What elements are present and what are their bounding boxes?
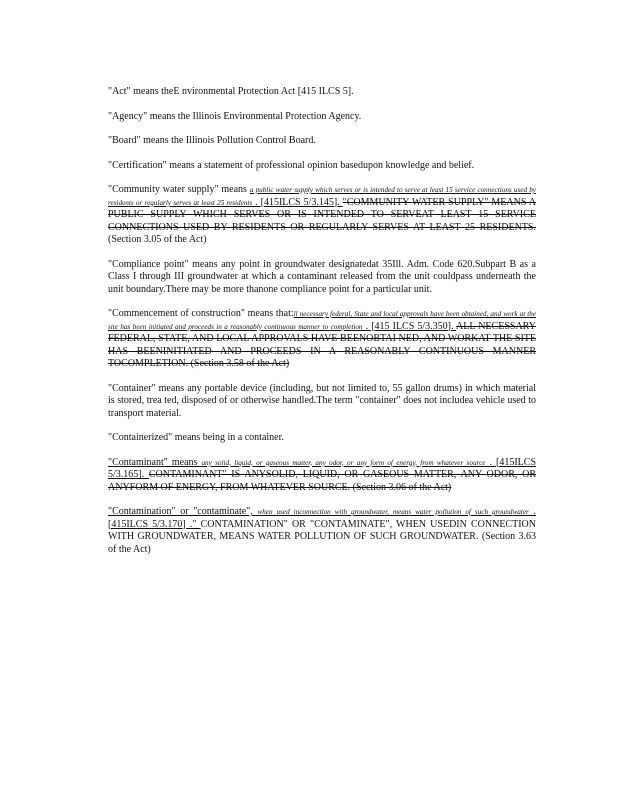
section-reference: (Section 3.05 of the Act) <box>108 234 207 245</box>
deleted-section-reference: (Section 3.06 of the Act) <box>350 481 452 493</box>
deleted-text: "COMMUNITY WATER SUPPLY" MEANS A PUBLIC SUPPLY WHICH SERVES OR IS INTENDED TO SERVEAT LEAST 15 SERVICE CONNECTIONS USED BY RESIDENTS OR REGULARLY SERVES AT LEAST 25 RESIDENTS. <box>108 196 537 233</box>
definition-term: "Contaminant" means <box>108 456 202 468</box>
definition-text: "Board" means the Illinois Pollution Control Board. <box>108 135 316 146</box>
definition-community-water-supply <box>108 184 536 247</box>
definition-term: "Community water supply" means <box>108 184 250 195</box>
definition-agency <box>108 111 536 124</box>
definition-commencement-of-construction <box>108 308 536 371</box>
deleted-text: ALL NECESSARY FEDERAL, STATE, AND LOCAL APPROVALS HAVE BEENOBTAI NED, AND WORKAT THE SITE HAS BEENINITIATED AND PROCEEDS IN A REASONABLY CONTINUOUS MANNER TOCOMPLETION. <box>108 320 536 369</box>
citation: . [415ILCS 5/3.170] ." <box>108 506 537 530</box>
definition-term: "Commencement of construction" means that: <box>108 308 294 319</box>
definition-text: CONTAMINATION" OR "CONTAMINATE", WHEN USEDIN CONNECTION WITH GROUNDWATER, MEANS WATER POLLUTION OF SUCH GROUNDWATER. (Section 3.63 of the Act) <box>108 518 536 555</box>
statutory-text: when used inconnection with groundwater, means water pollution of such groundwater <box>257 508 529 516</box>
citation: . [415ILCS 5/3.165]. <box>108 456 537 480</box>
definition-text: "Agency" means the Illinois Environmental Protection Agency. <box>108 110 362 122</box>
definition-text: "Containerized" means being in a container. <box>108 432 284 443</box>
definition-container <box>108 383 536 421</box>
definition-text: "Act" means theE nvironmental Protection Act [415 ILCS 5]. <box>108 86 354 97</box>
definitions-column <box>108 86 536 568</box>
definition-contamination <box>108 506 536 556</box>
definition-text: "Container" means any portable device (including, but not limited to, 55 gallon drums) in which material is stored, trea ted, disposed of or otherwise handled.The term "container" does not includea vehicle used to transport material. <box>108 382 536 419</box>
statutory-text: ll necessary federal, State and local approvals have been obtained, and work at the site has been initiated and proceeds in a reasonably continuous manner to completion <box>108 310 536 331</box>
definition-text: "Certification" means a statement of professional opinion basedupon knowledge and belief. <box>108 159 475 171</box>
definition-contaminant <box>108 457 536 495</box>
statutory-text: a public water supply which serves or is intended to serve at least 15 service connections used by residents or regularly serves at least 25 residents <box>108 186 536 207</box>
citation: . [415ILCS 5/3.145]. <box>252 196 343 208</box>
definition-certification <box>108 160 536 173</box>
definition-text: "Compliance point" means any point in groundwater designatedat 35Ill. Adm. Code 620.Subpart B as a Class I through III groundwater at which a contaminant released from the unit couldpass underneath the unit boundary.There may be more thanone compliance point for a particular unit. <box>108 258 536 295</box>
definition-act <box>108 86 536 99</box>
citation: . [415 ILCS 5/3.350]. <box>362 320 457 332</box>
definition-board <box>108 135 536 148</box>
definition-compliance-point <box>108 259 536 297</box>
statutory-text: any solid, liquid, or gaseous matter, any odor, or any form of energy, from whatever source <box>201 458 486 467</box>
deleted-section-reference: (Section 3.58 of the Act) <box>188 358 290 369</box>
definition-containerized <box>108 432 536 445</box>
deleted-text: CONTAMINANT" IS ANYSOLID, LIQUID, OR GASEOUS MATTER, ANY ODOR, OR ANYFORM OF ENERGY, FROM WHATEVER SOURCE. <box>108 469 536 493</box>
definition-term: "Contamination" or "contaminate", <box>108 506 258 517</box>
